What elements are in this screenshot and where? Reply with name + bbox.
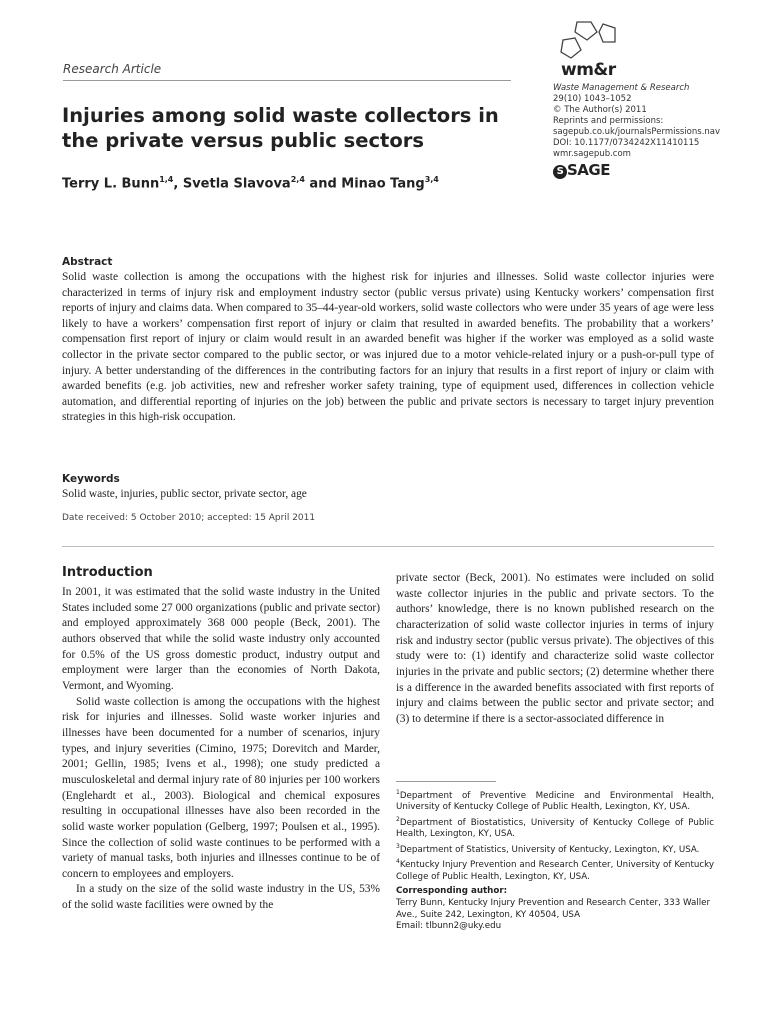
- author-affiliation: 1,4: [159, 175, 174, 184]
- author-name: Minao Tang: [341, 176, 425, 192]
- journal-name: Waste Management & Research: [553, 83, 690, 93]
- author-name: Terry L. Bunn: [62, 176, 160, 192]
- submission-dates: Date received: 5 October 2010; accepted: 15 April 2011: [62, 513, 316, 523]
- author-affiliation: 3,4: [424, 175, 439, 184]
- sage-s-icon: S: [553, 165, 567, 179]
- publisher-logo: [553, 161, 610, 179]
- author-list: Terry L. Bunn$^{1,4}$, Svetla Slavova$^{2,4}$ and Minao Tang$^{3,4}$: [62, 175, 439, 192]
- corresponding-address: Terry Bunn, Kentucky Injury Prevention and Research Center, 333 Waller Ave., Suite 242, Lexington, KY 40504, USA: [396, 898, 711, 920]
- keywords-text: Solid waste, injuries, public sector, private sector, age: [62, 488, 307, 500]
- header-rule: [63, 80, 511, 81]
- body-paragraph: Solid waste collection is among the occupations with the highest risk for injuries and illnesses. Solid waste worker injuries and illnesses have been documented for a number of scenarios, injury types, and injury severities (Cimino, 1975; Dorevitch and Marder, 2001; Gellin, 1985; Ivens et al., 1998); one study predicted a musculoskeletal and dermal injury rate of 80 injuries per 100 workers (Englehardt et al., 2003). Biological and chemical exposures resulting in occupational illnesses have also been recorded in the solid waste worker population (Gelberg, 1997; Poulsen et al., 1995). Since the collection of solid waste continues to be performed with a variety of manual tasks, both injuries and illnesses continue to be of concern to employees and employers.: [62, 695, 380, 880]
- footnote: $^4$Kentucky Injury Prevention and Research Center, University of Kentucky College of Public Health, Lexington, KY, USA.: [396, 858, 714, 882]
- body-paragraph: private sector (Beck, 2001). No estimates were included on solid waste collector injuries in the public and private sectors. To the authors’ knowledge, there is no known published research on the characterization of solid waste collector injuries in terms of injury risk and industry sector (public versus private). The objectives of this study were to: (1) identify and characterize solid waste collector injuries in the private and public sectors; (2) determine whether there is a difference in the awarded benefits associated with first reports of injury and claims between the public sector and private sector; and (3) to determine if there is a sector-associated difference in: [396, 572, 714, 725]
- affiliation-footnotes: [396, 787, 714, 883]
- keywords-heading: Keywords: [62, 473, 120, 485]
- body-column-left: [62, 585, 380, 914]
- reprints-line: Reprints and permissions:: [553, 116, 664, 126]
- footnote: $^1$Department of Preventive Medicine and Environmental Health, University of Kentucky College of Public Health, Lexington, KY, USA.: [396, 789, 714, 813]
- corresponding-email[interactable]: Email: tlbunn2@uky.edu: [396, 921, 502, 931]
- section-divider: [62, 546, 714, 547]
- body-paragraph: In a study on the size of the solid waste industry in the US, 53% of the solid waste facilities were owned by the: [62, 883, 380, 912]
- article-title: Injuries among solid waste collectors in the private versus public sectors: [62, 104, 499, 152]
- publisher-name: SAGE: [567, 161, 610, 179]
- journal-info: [553, 83, 753, 160]
- article-type: Research Article: [63, 62, 162, 76]
- journal-logo-text: wm&r: [561, 60, 616, 80]
- footnote-rule: [396, 781, 496, 782]
- body-column-right: [396, 571, 714, 728]
- journal-volume: 29(10) 1043–1052: [553, 94, 632, 104]
- permissions-link[interactable]: sagepub.co.uk/journalsPermissions.nav: [553, 127, 721, 137]
- copyright-line: © The Author(s) 2011: [553, 105, 647, 115]
- abstract-text: Solid waste collection is among the occupations with the highest risk for injuries and illnesses. Solid waste collector injuries were characterized in terms of injury risk and employment industry sector (public versus private) using Kentucky workers’ compensation first reports of injury and claims data. When compared to 35–44-year-old workers, solid waste collectors who were under 35 years of age were less likely to have a workers’ compensation first report of injury or claim that resulted in awarded benefits. The probability that a workers’ compensation first report of injury or claim would result in an awarded benefit was higher if the worker was employed as a solid waste collector in the private sector compared to the public sector, or was injured due to a motor vehicle-related injury or a push-or-pull type of injury. A better understanding of the differences in the contributing factors for an injury that results in a first report of injury or claim with awarded benefits (e.g. job activities, new and refresher worker safety training, type of equipment used, differences in collection vehicle automation, and differential reporting of injuries on the job) between the public and private sectors is necessary to target injury prevention strategies in this high-risk occupation.: [62, 271, 714, 424]
- corresponding-author-details: [396, 898, 714, 933]
- footnote: $^3$Department of Statistics, University of Kentucky, Lexington, KY, USA.: [396, 842, 700, 855]
- footnote: $^2$Department of Biostatistics, University of Kentucky College of Public Health, Lexington, KY, USA.: [396, 815, 714, 840]
- body-paragraph: In 2001, it was estimated that the solid waste industry in the United States included some 27 000 organizations (public and private sector) and employed approximately 368 000 people (Beck, 2001). The authors observed that while the solid waste industry only accounted for 0.5% of the US gross domestic product, industry output and employment were larger than the economies of North Dakota, Vermont, and Wyoming.: [62, 586, 380, 692]
- author-affiliation: 2,4: [290, 175, 305, 184]
- doi-line[interactable]: DOI: 10.1177/0734242X11410115: [553, 138, 700, 148]
- corresponding-author-heading: Corresponding author:: [396, 886, 508, 896]
- author-name: Svetla Slavova: [182, 176, 291, 192]
- introduction-heading: Introduction: [62, 565, 153, 580]
- journal-website-link[interactable]: wmr.sagepub.com: [553, 149, 631, 159]
- abstract-heading: Abstract: [62, 256, 113, 268]
